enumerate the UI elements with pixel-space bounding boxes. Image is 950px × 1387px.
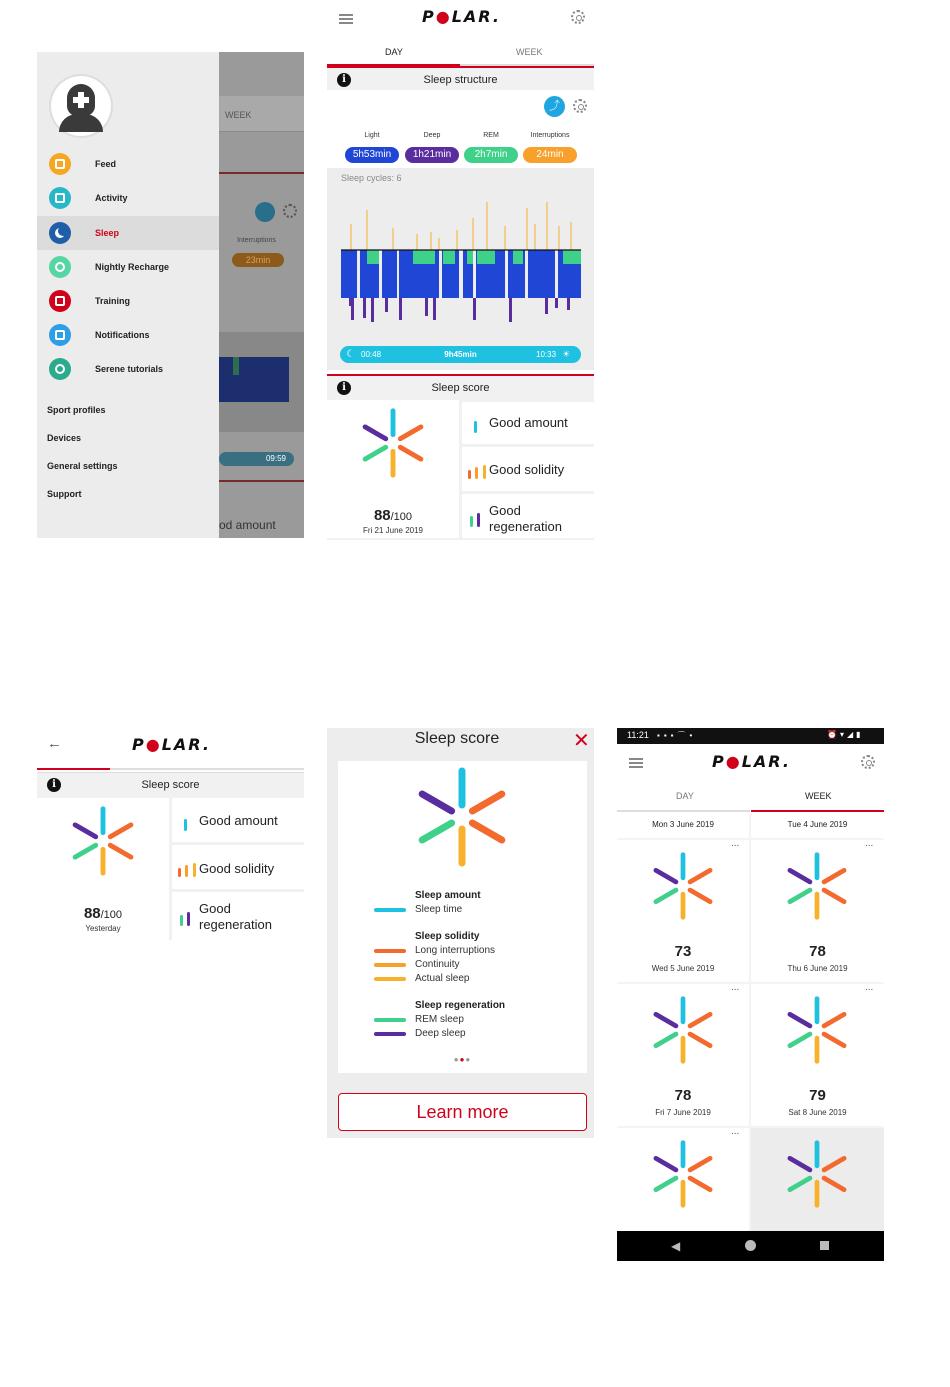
trend-icon[interactable]: ⤴ xyxy=(544,96,565,117)
rem-segment xyxy=(443,250,455,264)
menu-item-label: Serene tutorials xyxy=(95,364,164,374)
behind-interruptions-pill: 23min xyxy=(232,253,284,267)
burst-ray xyxy=(75,825,96,837)
burst-graphic xyxy=(358,408,428,478)
phase-label-rem: REM xyxy=(483,132,499,139)
burst-ray xyxy=(824,870,844,882)
burst-ray xyxy=(824,1178,844,1190)
home-nav-icon[interactable] xyxy=(745,1240,756,1251)
status-time: 11:21 xyxy=(627,730,649,740)
calendar-icon xyxy=(49,290,71,312)
legend-color-line xyxy=(374,977,406,981)
more-options-icon[interactable]: ... xyxy=(731,1126,740,1137)
burst-ray xyxy=(472,823,501,840)
behind-interruptions-label: Interruptions xyxy=(237,237,276,244)
burst-ray xyxy=(690,1178,710,1190)
menu-item-label: Training xyxy=(95,296,131,306)
feed-icon xyxy=(49,153,71,175)
behind-amount-text: od amount xyxy=(219,518,276,532)
menu-link-devices[interactable]: Devices xyxy=(47,433,82,443)
back-arrow-icon[interactable]: ← xyxy=(47,735,62,752)
menu-item-serene-tutorials[interactable] xyxy=(37,352,219,386)
burst-graphic xyxy=(649,1140,717,1208)
back-nav-icon[interactable]: ◀ xyxy=(671,1239,681,1253)
behind-settings-icon xyxy=(283,204,297,218)
awake-gap xyxy=(473,250,476,298)
awake-gap xyxy=(505,250,508,298)
deep-sleep-dip xyxy=(545,298,548,314)
week-day-card[interactable] xyxy=(617,840,749,982)
settings-gear-icon[interactable] xyxy=(571,10,585,24)
android-nav-bar xyxy=(617,1231,884,1261)
polar-logo: P●LAR. xyxy=(712,752,791,771)
hypnogram-chart xyxy=(327,188,594,328)
learn-more-label: Learn more xyxy=(416,1102,509,1122)
burst-graphic xyxy=(783,852,851,920)
sleep-score-max: /100 xyxy=(100,909,123,921)
menu-link-support[interactable]: Support xyxy=(47,489,82,499)
activity-icon xyxy=(49,187,71,209)
good-amount-label: Good amount xyxy=(199,813,278,828)
legend-color-line xyxy=(374,1032,406,1036)
burst-ray xyxy=(790,890,810,902)
sleep-score-info-screen xyxy=(327,728,594,1138)
legend-color-line xyxy=(374,949,406,953)
sleep-start-time: 00:48 xyxy=(361,350,382,359)
legend-item-label: Continuity xyxy=(415,959,460,970)
legend-heading: Sleep amount xyxy=(415,890,481,901)
burst-ray xyxy=(656,1158,676,1170)
sleep-score-screen xyxy=(37,728,304,940)
burst-ray xyxy=(422,794,451,811)
info-icon[interactable]: i xyxy=(47,778,61,792)
info-icon[interactable]: i xyxy=(337,73,351,87)
tab-week[interactable]: WEEK xyxy=(805,791,832,801)
burst-ray xyxy=(824,1014,844,1026)
burst-ray xyxy=(75,845,96,857)
burst-ray xyxy=(690,1014,710,1026)
menu-item-feed[interactable] xyxy=(37,147,219,181)
sleep-score-date: Yesterday xyxy=(85,924,121,933)
sleep-score-value: 88 xyxy=(373,507,391,524)
moon-icon xyxy=(49,222,71,244)
sleep-score-burst-icon xyxy=(649,996,717,1069)
sleep-structure-title: Sleep structure xyxy=(423,74,498,86)
burst-ray xyxy=(656,890,676,902)
deep-sleep-dip xyxy=(363,298,366,318)
burst-graphic xyxy=(649,996,717,1064)
background-app xyxy=(219,52,304,538)
menu-item-sleep[interactable] xyxy=(37,216,219,250)
menu-item-label: Nightly Recharge xyxy=(95,262,170,272)
legend-item-label: Deep sleep xyxy=(415,1028,466,1039)
sleep-score-title: Sleep score xyxy=(141,779,200,791)
burst-ray xyxy=(656,870,676,882)
good-amount-row[interactable] xyxy=(462,402,594,444)
burst-ray xyxy=(365,427,386,439)
week-date-label: Tue 4 June 2019 xyxy=(787,820,848,829)
awake-gap xyxy=(357,250,360,298)
week-score-value: 78 xyxy=(674,1087,692,1104)
menu-link-sport-profiles[interactable]: Sport profiles xyxy=(47,405,106,415)
polar-logo: P●LAR. xyxy=(422,7,501,26)
deep-sleep-dip xyxy=(567,298,570,310)
sleep-score-burst-icon xyxy=(649,1140,717,1213)
burst-ray xyxy=(400,447,421,459)
behind-trend-icon xyxy=(255,202,275,222)
legend-color-line xyxy=(374,1018,406,1022)
info-card xyxy=(338,761,587,1073)
more-options-icon[interactable]: ... xyxy=(865,838,874,849)
phase-label-deep: Deep xyxy=(423,132,441,139)
deep-sleep-dip xyxy=(371,298,374,322)
deep-sleep-dip xyxy=(385,298,388,312)
recharge-icon xyxy=(49,256,71,278)
awake-gap xyxy=(525,250,528,298)
deep-sleep-dip xyxy=(473,298,476,320)
menu-item-training[interactable] xyxy=(37,284,219,318)
good-regeneration-label: Good regeneration xyxy=(489,503,562,534)
close-icon[interactable]: ✕ xyxy=(573,730,590,752)
rem-segment xyxy=(467,250,473,264)
settings-gear-icon[interactable] xyxy=(861,755,875,769)
rem-segment xyxy=(413,250,435,264)
week-score-value: 78 xyxy=(809,943,826,960)
week-score-date: Sat 8 June 2019 xyxy=(788,1108,847,1117)
week-day-card[interactable] xyxy=(617,984,749,1126)
score-burst-card[interactable] xyxy=(37,798,169,940)
good-regeneration-row[interactable] xyxy=(462,494,594,538)
polar-logo: P●LAR. xyxy=(132,735,211,754)
deep-sleep-dip xyxy=(433,298,436,320)
burst-ray xyxy=(110,825,131,837)
good-regeneration-label: Good regeneration xyxy=(199,901,272,932)
week-top-date-right[interactable] xyxy=(751,814,884,838)
burst-ray xyxy=(472,794,501,811)
burst-ray xyxy=(690,1158,710,1170)
menu-item-label: Sleep xyxy=(95,228,120,238)
burst-graphic xyxy=(412,767,512,867)
burst-ray xyxy=(790,1158,810,1170)
more-options-icon[interactable]: ... xyxy=(731,838,740,849)
rem-segment xyxy=(563,250,581,264)
burst-ray xyxy=(422,823,451,840)
menu-icon[interactable] xyxy=(339,12,353,26)
burst-ray xyxy=(824,1034,844,1046)
menu-link-general-settings[interactable]: General settings xyxy=(47,461,118,471)
legend-heading: Sleep solidity xyxy=(415,931,480,942)
good-regeneration-row[interactable] xyxy=(172,892,304,940)
awake-gap xyxy=(397,250,399,298)
deep-sleep-dip xyxy=(351,298,354,320)
burst-ray xyxy=(690,1034,710,1046)
sleep-structure-header xyxy=(327,66,594,90)
learn-more-button[interactable] xyxy=(338,1093,587,1131)
sleep-score-value: 88 xyxy=(83,905,101,922)
burst-ray xyxy=(790,1178,810,1190)
week-date-label: Mon 3 June 2019 xyxy=(652,820,714,829)
week-score-date: Wed 5 June 2019 xyxy=(651,964,715,973)
burst-ray xyxy=(400,427,421,439)
burst-graphic xyxy=(783,996,851,1064)
burst-ray xyxy=(365,447,386,459)
recents-nav-icon[interactable] xyxy=(820,1241,829,1250)
phase-label-interruptions: Interruptions xyxy=(530,132,570,139)
legend-heading: Sleep regeneration xyxy=(415,1000,506,1011)
sleep-week-screen xyxy=(617,728,884,1261)
page-dots[interactable]: ●●● xyxy=(453,1055,472,1064)
sleep-score-burst-icon xyxy=(412,767,512,872)
behind-end-time: 09:59 xyxy=(265,454,286,463)
phase-pill-rem: 2h7min xyxy=(464,147,518,163)
week-day-card[interactable] xyxy=(751,984,884,1126)
burst-ray xyxy=(690,870,710,882)
menu-item-label: Feed xyxy=(95,159,117,169)
week-score-date: Fri 7 June 2019 xyxy=(655,1108,711,1117)
behind-week-tab: WEEK xyxy=(225,110,252,120)
awake-gap xyxy=(379,250,382,298)
serene-icon xyxy=(49,358,71,380)
hypnogram-panel xyxy=(327,168,594,370)
sleep-score-burst-icon xyxy=(783,852,851,925)
awake-gap xyxy=(555,250,558,298)
burst-ray xyxy=(656,1178,676,1190)
burst-ray xyxy=(690,890,710,902)
navigation-drawer xyxy=(37,52,219,538)
solidity-bars-icon xyxy=(178,859,196,877)
burst-ray xyxy=(824,1158,844,1170)
sleep-score-header xyxy=(327,374,594,398)
deep-sleep-dip xyxy=(555,298,558,308)
notifications-icon xyxy=(49,324,71,346)
info-icon[interactable]: i xyxy=(337,381,351,395)
good-amount-row[interactable] xyxy=(172,798,304,842)
phase-pill-deep: 1h21min xyxy=(405,147,459,163)
amount-bars-icon xyxy=(184,813,187,831)
regeneration-bars-icon xyxy=(470,509,480,527)
deep-sleep-dip xyxy=(509,298,512,322)
burst-graphic xyxy=(783,1140,851,1208)
regeneration-bars-icon xyxy=(180,908,190,926)
burst-ray xyxy=(824,890,844,902)
legend-item-label: REM sleep xyxy=(415,1014,464,1025)
behind-timeline xyxy=(219,452,294,466)
menu-item-activity[interactable] xyxy=(37,181,219,215)
rem-segment xyxy=(513,250,523,264)
sleep-score-burst-icon xyxy=(649,852,717,925)
phase-pill-light: 5h53min xyxy=(345,147,399,163)
legend-item-label: Actual sleep xyxy=(415,973,470,984)
week-day-card[interactable] xyxy=(751,840,884,982)
rem-segment xyxy=(477,250,495,264)
legend-color-line xyxy=(374,908,406,912)
sleep-score-burst-icon xyxy=(358,408,428,483)
week-score-value: 73 xyxy=(674,943,692,960)
menu-icon[interactable] xyxy=(629,756,643,770)
tab-day[interactable]: DAY xyxy=(385,47,403,57)
menu-screen xyxy=(37,52,304,538)
sleep-score-header xyxy=(37,772,304,796)
legend-color-line xyxy=(374,963,406,967)
burst-ray xyxy=(656,1034,676,1046)
burst-ray xyxy=(790,1014,810,1026)
more-options-icon[interactable]: ... xyxy=(865,982,874,993)
sleep-end-time: 10:33 xyxy=(536,350,557,359)
solidity-bars-icon xyxy=(468,461,486,479)
good-solidity-row[interactable] xyxy=(172,845,304,889)
notification-icons: ▪▪▪⌒• xyxy=(657,731,697,740)
sunrise-icon: ☀ xyxy=(562,349,571,359)
amount-bars-icon xyxy=(474,415,477,433)
burst-ray xyxy=(110,845,131,857)
menu-item-nightly-recharge[interactable] xyxy=(37,250,219,284)
good-solidity-label: Good solidity xyxy=(489,462,565,477)
burst-graphic xyxy=(68,806,138,876)
sleep-day-screen xyxy=(327,0,594,540)
burst-graphic xyxy=(649,852,717,920)
week-score-date: Thu 6 June 2019 xyxy=(787,964,848,973)
avatar[interactable] xyxy=(51,76,111,136)
menu-item-label: Activity xyxy=(95,193,128,203)
phase-pill-interruptions: 24min xyxy=(523,147,577,163)
phase-label-light: Light xyxy=(364,132,380,139)
info-title: Sleep score xyxy=(414,730,500,747)
deep-sleep-dip xyxy=(399,298,402,320)
legend-item-label: Long interruptions xyxy=(415,945,496,956)
system-status-icons: ⏰▾◢▮ xyxy=(827,730,864,739)
sleep-score-burst-icon xyxy=(783,996,851,1069)
week-score-value: 79 xyxy=(809,1087,826,1104)
burst-ray xyxy=(790,1034,810,1046)
sleep-score-date: Fri 21 June 2019 xyxy=(362,526,424,535)
good-solidity-label: Good solidity xyxy=(199,861,275,876)
more-options-icon[interactable]: ... xyxy=(731,982,740,993)
burst-ray xyxy=(790,870,810,882)
awake-gap xyxy=(459,250,463,298)
deep-sleep-dip xyxy=(425,298,428,316)
sleep-cycles-label: Sleep cycles: 6 xyxy=(341,173,402,183)
good-amount-label: Good amount xyxy=(489,415,568,430)
menu-item-label: Notifications xyxy=(95,330,150,340)
week-top-date-left[interactable] xyxy=(617,814,749,838)
sleep-score-title: Sleep score xyxy=(431,382,490,394)
sleep-timeline-bar xyxy=(340,346,581,363)
moon-icon: ☾ xyxy=(346,349,355,360)
status-bar xyxy=(617,728,884,744)
tab-week[interactable]: WEEK xyxy=(516,47,543,57)
sleep-score-max: /100 xyxy=(390,511,413,523)
recharge-settings-icon[interactable] xyxy=(573,99,587,113)
score-burst-card[interactable] xyxy=(327,400,459,538)
sleep-duration: 9h45min xyxy=(444,350,477,359)
tab-day[interactable]: DAY xyxy=(676,791,694,801)
burst-ray xyxy=(656,1014,676,1026)
legend-item-label: Sleep time xyxy=(415,904,463,915)
sleep-score-burst-icon xyxy=(783,1140,851,1213)
awake-gap xyxy=(439,250,442,298)
good-solidity-row[interactable] xyxy=(462,447,594,491)
menu-item-notifications[interactable] xyxy=(37,318,219,352)
sleep-score-burst-icon xyxy=(68,806,138,881)
